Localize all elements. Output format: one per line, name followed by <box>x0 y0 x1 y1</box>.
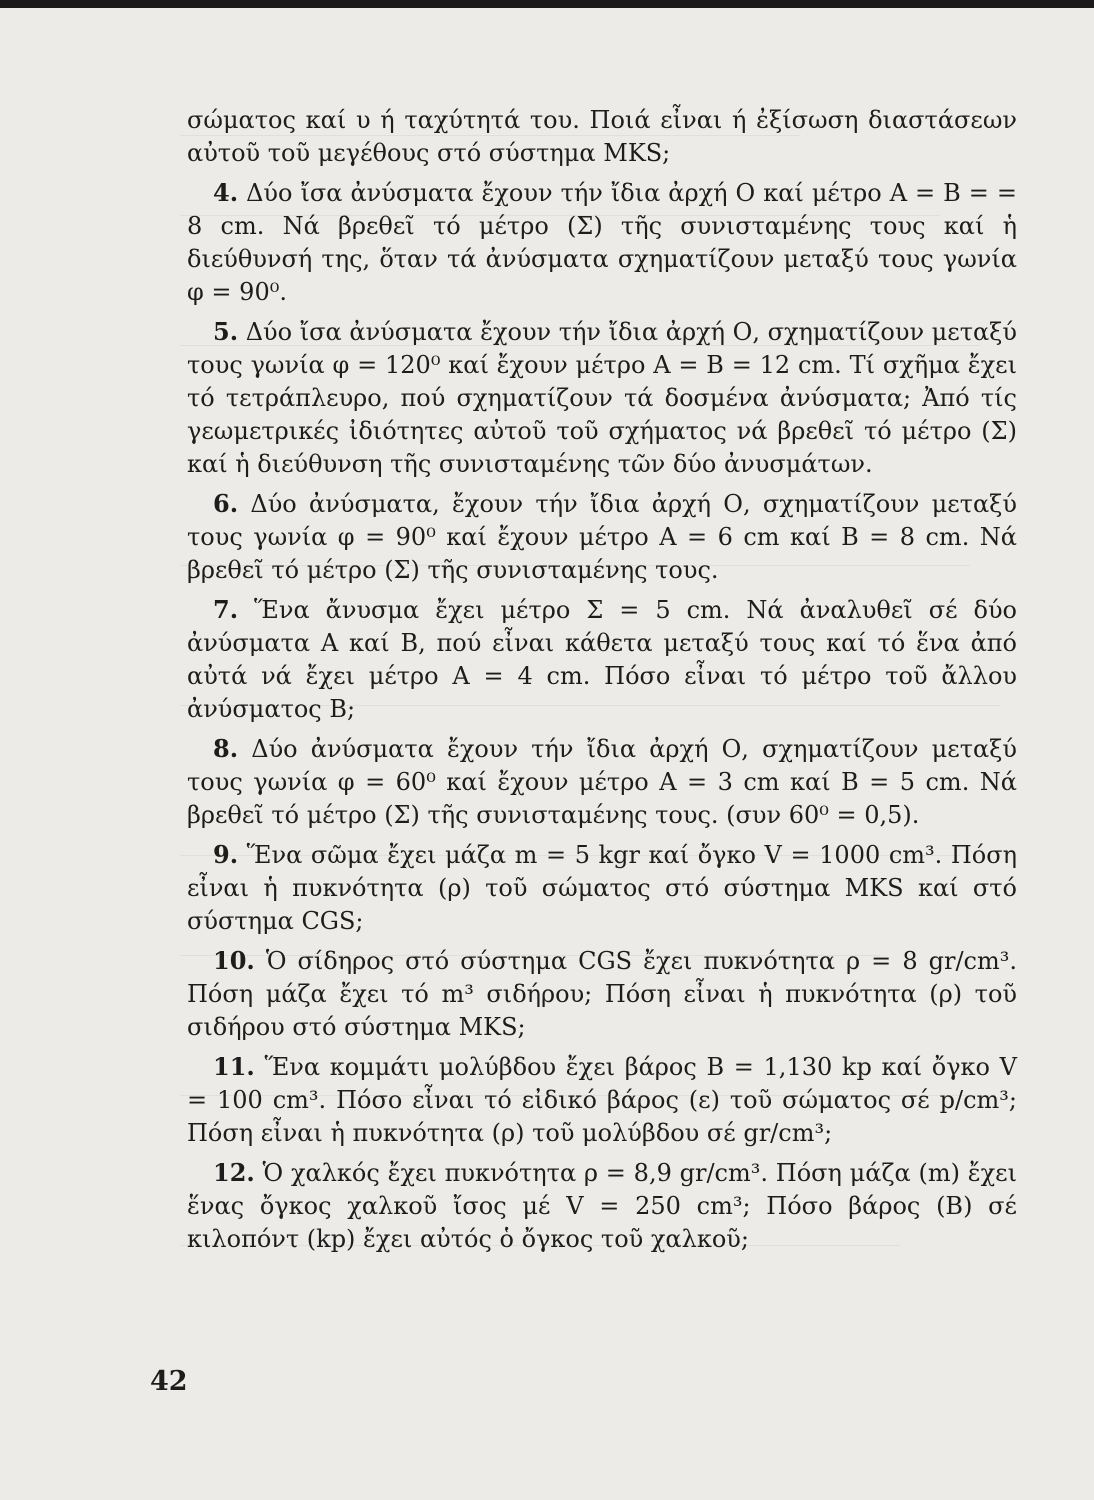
exercise-number: 6. <box>213 489 239 518</box>
exercise-number: 5. <box>213 317 239 346</box>
exercise-12 <box>187 1156 1017 1256</box>
exercise-text-block <box>187 104 1017 1256</box>
exercise-4 <box>187 176 1017 309</box>
exercise-6 <box>187 487 1017 587</box>
exercise-number: 7. <box>213 595 239 624</box>
intro-paragraph: σώματος καί υ ή ταχύτητά του. Ποιά εἶναι ή ἐξίσωση διαστάσεων αὐτοῦ τοῦ μεγέθους στό σύστημα MKS; <box>187 106 1017 167</box>
exercise-10 <box>187 944 1017 1044</box>
exercise-text: Δύο ἴσα ἀνύσματα ἔχουν τήν ἴδια ἀρχή Ο, σχηματίζουν μεταξύ τους γωνία φ = 120⁰ καί ἔχουν μέτρο Α = Β = 12 cm. Τί σχῆμα ἔχει τό τετράπλευρο, πού σχηματίζουν τά δοσμένα ἀνύσματα; Ἀπό τίς γεωμετρικές ἰδιότητες αὐτοῦ τοῦ σχήματος νά βρεθεῖ τό μέτρο (Σ) καί ἡ διεύθυνση τῆς συνισταμένης τῶν δύο ἀνυσμάτων. <box>187 318 1017 478</box>
exercise-11 <box>187 1050 1017 1150</box>
exercise-number: 10. <box>213 946 255 975</box>
exercise-7 <box>187 593 1017 726</box>
exercise-9 <box>187 838 1017 938</box>
exercise-5 <box>187 315 1017 481</box>
exercise-number: 8. <box>213 734 239 763</box>
exercise-text: Ἕνα κομμάτι μολύβδου ἔχει βάρος Β = 1,130 kp καί ὄγκο V = 100 cm³. Πόσο εἶναι τό εἰδικό βάρος (ε) τοῦ σώματος σέ p/cm³; Πόση εἶναι ἡ πυκνότητα (ρ) τοῦ μολύβδου σέ gr/cm³; <box>187 1053 1017 1147</box>
exercise-text: Δύο ἴσα ἀνύσματα ἔχουν τήν ἴδια ἀρχή Ο καί μέτρο Α = Β = = 8 cm. Νά βρεθεῖ τό μέτρο (Σ) τῆς συνισταμένης τους καί ἡ διεύθυνσή της, ὅταν τά ἀνύσματα σχηματίζουν μεταξύ τους γωνία φ = 90⁰. <box>187 179 1018 306</box>
exercise-8 <box>187 732 1017 832</box>
exercise-text: Δύο ἀνύσματα ἔχουν τήν ἴδια ἀρχή Ο, σχηματίζουν μεταξύ τους γωνία φ = 60⁰ καί ἔχουν μέτρο Α = 3 cm καί Β = 5 cm. Νά βρεθεῖ τό μέτρο (Σ) τῆς συνισταμένης τους. (συν 60⁰ = 0,5). <box>187 735 1017 829</box>
exercise-text: Ὁ σίδηρος στό σύστημα CGS ἔχει πυκνότητα ρ = 8 gr/cm³. Πόση μάζα ἔχει τό m³ σιδήρου; Πόση εἶναι ἡ πυκνότητα (ρ) τοῦ σιδήρου στό σύστημα MKS; <box>187 947 1017 1041</box>
exercise-text: Δύο ἀνύσματα, ἔχουν τήν ἴδια ἀρχή Ο, σχηματίζουν μεταξύ τους γωνία φ = 90⁰ καί ἔχουν μέτρο Α = 6 cm καί Β = 8 cm. Νά βρεθεῖ τό μέτρο (Σ) τῆς συνισταμένης τους. <box>187 490 1017 584</box>
exercise-number: 12. <box>213 1158 255 1187</box>
exercise-number: 9. <box>213 840 239 869</box>
scan-top-edge <box>0 0 1094 8</box>
page-number: 42 <box>150 1366 188 1397</box>
exercise-number: 11. <box>213 1052 255 1081</box>
exercise-text: Ἕνα σῶμα ἔχει μάζα m = 5 kgr καί ὄγκο V = 1000 cm³. Πόση εἶναι ἡ πυκνότητα (ρ) τοῦ σώματος στό σύστημα MKS καί στό σύστημα CGS; <box>187 841 1017 935</box>
exercise-text: Ἕνα ἄνυσμα ἔχει μέτρο Σ = 5 cm. Νά ἀναλυθεῖ σέ δύο ἀνύσματα Α καί Β, πού εἶναι κάθετα μεταξύ τους καί τό ἕνα ἀπό αὐτά νά ἔχει μέτρο Α = 4 cm. Πόσο εἶναι τό μέτρο τοῦ ἄλλου ἀνύσματος Β; <box>187 596 1017 723</box>
exercise-text: Ὁ χαλκός ἔχει πυκνότητα ρ = 8,9 gr/cm³. Πόση μάζα (m) ἔχει ἕνας ὄγκος χαλκοῦ ἴσος μέ V = 250 cm³; Πόσο βάρος (Β) σέ κιλοπόντ (kp) ἔχει αὐτός ὁ ὄγκος τοῦ χαλκοῦ; <box>187 1159 1017 1253</box>
exercise-number: 4. <box>213 178 239 207</box>
